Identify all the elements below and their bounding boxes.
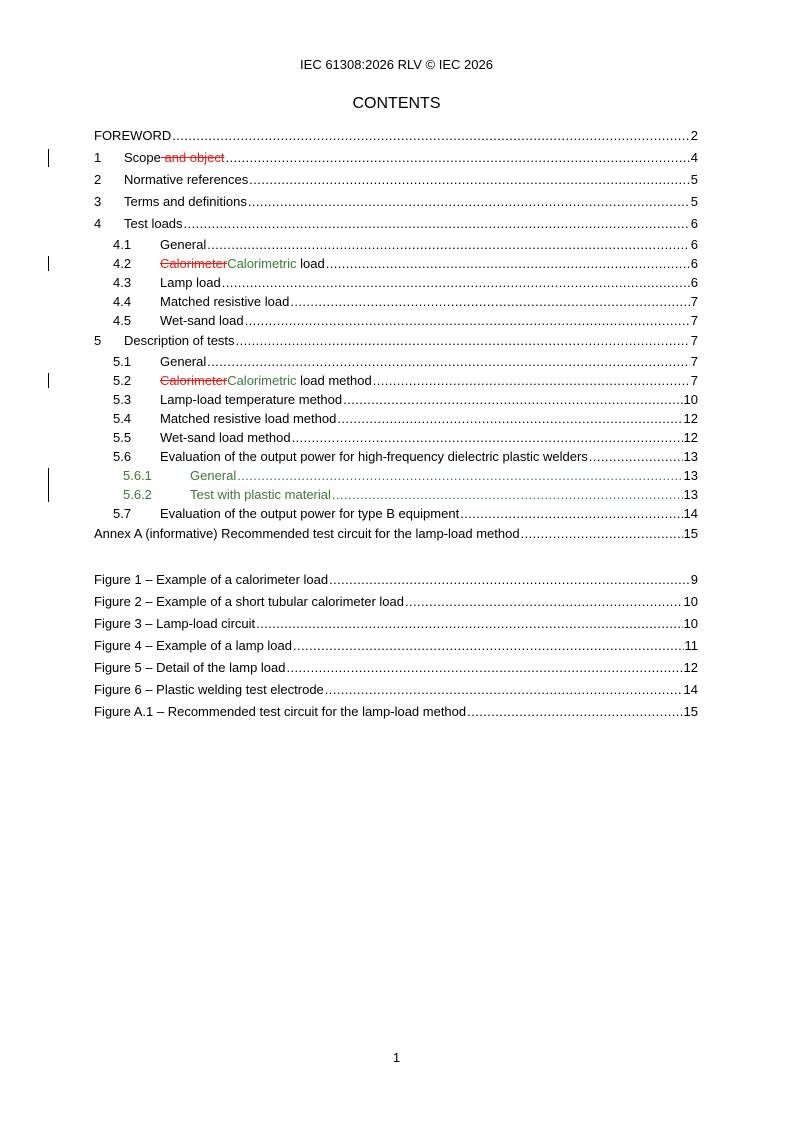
figure-entry-page: 11 [684, 638, 698, 653]
figure-entry[interactable] [94, 657, 698, 679]
toc-entry-number: 4.5 [113, 313, 132, 328]
toc-entry-number: 2 [94, 172, 102, 187]
toc-entry-page: 7 [690, 354, 698, 369]
toc-entry-page: 14 [683, 506, 698, 521]
toc-entry-number: 1 [94, 150, 102, 165]
toc-entry-title [160, 292, 289, 311]
toc-entry-title [160, 428, 291, 447]
toc-entry-number: 3 [94, 194, 102, 209]
toc-entry-number: 5.6 [113, 449, 132, 464]
dot-leader [460, 504, 682, 523]
figure-entry-title: Figure 4 – Example of a lamp load [94, 638, 292, 653]
dot-leader [237, 466, 682, 485]
toc-entry-number: 4.3 [113, 275, 132, 290]
figure-entry[interactable] [94, 701, 698, 723]
dot-leader [222, 273, 690, 292]
dot-leader [290, 292, 689, 311]
inserted-text: Calorimetric [227, 256, 297, 271]
toc-entry[interactable] [94, 428, 698, 447]
dot-leader [373, 371, 690, 390]
change-bar [48, 256, 49, 271]
dot-leader [249, 169, 689, 191]
figure-entry-page: 15 [683, 704, 698, 719]
toc-entry[interactable] [94, 254, 698, 273]
toc-entry-title [160, 254, 325, 273]
figure-entry[interactable] [94, 613, 698, 635]
title-text: load method [296, 373, 372, 388]
title-text: Terms and definitions [124, 194, 247, 209]
toc-entry[interactable] [94, 466, 698, 485]
dot-leader [343, 390, 682, 409]
figure-entry[interactable] [94, 635, 698, 657]
toc-entry-number: 5 [94, 333, 102, 348]
dot-leader [332, 485, 683, 504]
toc-entry-page: 6 [690, 216, 698, 231]
title-text: General [160, 237, 207, 252]
title-text: Matched resistive load method [160, 411, 337, 426]
toc-entry-title [124, 169, 248, 191]
toc-entry[interactable] [94, 447, 698, 466]
list-of-figures [94, 569, 698, 723]
toc-entry-number: 4 [94, 216, 102, 231]
title-text: Description of tests [124, 333, 235, 348]
dot-leader [589, 447, 683, 466]
toc-entry-number: 4.4 [113, 294, 132, 309]
dot-leader [325, 679, 683, 701]
figure-entry[interactable] [94, 569, 698, 591]
toc-entry-page: 7 [690, 294, 698, 309]
title-text: General [160, 354, 207, 369]
toc-entry-number: 4.1 [113, 237, 132, 252]
toc-entry-title [124, 330, 235, 352]
figure-entry-page: 10 [683, 616, 698, 631]
toc-entry-page: 7 [690, 313, 698, 328]
title-text: load [296, 256, 325, 271]
inserted-text: Test with plastic material [190, 487, 331, 502]
dot-leader [405, 591, 683, 613]
toc-entry-page: 4 [690, 150, 698, 165]
title-text: Scope [124, 150, 161, 165]
toc-entry[interactable] [94, 311, 698, 330]
dot-leader [287, 657, 683, 679]
title-text: Evaluation of the output power for high-frequency dielectric plastic welders [160, 449, 588, 464]
toc-entry-title [160, 273, 221, 292]
toc-entry-title [190, 466, 236, 485]
toc-entry[interactable] [94, 371, 698, 390]
toc-entry-title [160, 371, 372, 390]
toc-entry[interactable] [94, 273, 698, 292]
toc-entry-page: 10 [683, 392, 698, 407]
deleted-text: Calorimeter [160, 256, 228, 271]
toc-entry-title [94, 125, 171, 147]
title-text: Wet-sand load [160, 313, 244, 328]
toc-entry-number: 5.4 [113, 411, 132, 426]
toc-entry-page: 7 [690, 333, 698, 348]
toc-entry-title [124, 191, 247, 213]
toc-entry-number: 5.2 [113, 373, 132, 388]
inserted-text: Calorimetric [227, 373, 297, 388]
dot-leader [337, 409, 682, 428]
toc-entry-number: 5.1 [113, 354, 132, 369]
toc-entry-title [94, 523, 520, 545]
figure-entry-title: Figure A.1 – Recommended test circuit for the lamp-load method [94, 704, 467, 719]
toc-entry-page: 7 [690, 373, 698, 388]
toc-entry[interactable] [94, 213, 698, 235]
toc-entry-title [160, 390, 342, 409]
toc-entry-page: 2 [690, 128, 698, 143]
toc-entry-title [160, 409, 336, 428]
toc-entry-title [124, 213, 183, 235]
toc-entry[interactable] [94, 504, 698, 523]
inserted-text: General [190, 468, 237, 483]
figure-entry-title: Figure 2 – Example of a short tubular calorimeter load [94, 594, 404, 609]
title-text: Matched resistive load [160, 294, 290, 309]
dot-leader [256, 613, 682, 635]
dot-leader [292, 428, 683, 447]
figure-entry-title: Figure 5 – Detail of the lamp load [94, 660, 286, 675]
toc-entry[interactable] [94, 409, 698, 428]
figure-entry-title: Figure 6 – Plastic welding test electrode [94, 682, 324, 697]
dot-leader [521, 523, 683, 545]
title-text: FOREWORD [94, 128, 172, 143]
figure-entry-page: 10 [683, 594, 698, 609]
toc-entry[interactable] [94, 523, 698, 545]
change-bar [48, 373, 49, 388]
toc-entry-page: 6 [690, 237, 698, 252]
figure-entry-page: 12 [683, 660, 698, 675]
toc-entry-title [160, 311, 244, 330]
toc-entry-page: 5 [690, 194, 698, 209]
toc-entry[interactable] [94, 169, 698, 191]
dot-leader [248, 191, 690, 213]
toc-entry-page: 6 [690, 275, 698, 290]
title-text: Wet-sand load method [160, 430, 291, 445]
dot-leader [467, 701, 682, 723]
toc-entry-title [190, 485, 331, 504]
toc-entry-number: 5.6.2 [123, 487, 152, 502]
toc-entry-page: 13 [683, 487, 698, 502]
page-number: 1 [392, 1050, 401, 1065]
toc-entry-number: 5.5 [113, 430, 132, 445]
toc-entry-number: 5.7 [113, 506, 132, 521]
dot-leader [172, 125, 689, 147]
toc-entry[interactable] [94, 191, 698, 213]
page-title: CONTENTS [352, 95, 441, 112]
toc-entry[interactable] [94, 485, 698, 504]
figure-entry-title: Figure 3 – Lamp-load circuit [94, 616, 256, 631]
title-text: Test loads [124, 216, 183, 231]
table-of-contents [94, 125, 698, 545]
deleted-text: and object [160, 150, 225, 165]
toc-entry-title [160, 447, 588, 466]
toc-entry-number: 5.3 [113, 392, 132, 407]
toc-entry-title [160, 352, 206, 371]
figure-entry-title: Figure 1 – Example of a calorimeter load [94, 572, 329, 587]
toc-entry-page: 13 [683, 468, 698, 483]
toc-entry[interactable] [94, 147, 698, 169]
toc-entry-title [160, 504, 459, 523]
title-text: Lamp load [160, 275, 221, 290]
title-text: Lamp-load temperature method [160, 392, 343, 407]
dot-leader [326, 254, 690, 273]
toc-entry[interactable] [94, 235, 698, 254]
change-bar [48, 149, 49, 167]
toc-entry-page: 13 [683, 449, 698, 464]
title-text: Evaluation of the output power for type B equipment [160, 506, 460, 521]
toc-entry-number: 5.6.1 [123, 468, 152, 483]
change-bar [48, 468, 49, 502]
deleted-text: Calorimeter [160, 373, 228, 388]
toc-entry-number: 4.2 [113, 256, 132, 271]
toc-entry-page: 12 [683, 411, 698, 426]
dot-leader [329, 569, 690, 591]
toc-entry[interactable] [94, 125, 698, 147]
figure-entry-page: 14 [683, 682, 698, 697]
dot-leader [245, 311, 690, 330]
toc-entry[interactable] [94, 292, 698, 311]
toc-entry-page: 15 [683, 526, 698, 541]
toc-entry[interactable] [94, 352, 698, 371]
toc-entry[interactable] [94, 390, 698, 409]
dot-leader [293, 635, 684, 657]
toc-entry-page: 6 [690, 256, 698, 271]
toc-entry-page: 12 [683, 430, 698, 445]
toc-entry-title [124, 147, 224, 169]
dot-leader [225, 147, 689, 169]
figure-entry-page: 9 [690, 572, 698, 587]
document-header: IEC 61308:2026 RLV © IEC 2026 [300, 57, 493, 72]
dot-leader [184, 213, 690, 235]
figure-entry[interactable] [94, 679, 698, 701]
figure-entry[interactable] [94, 591, 698, 613]
title-text: Annex A (informative) Recommended test circuit for the lamp-load method [94, 526, 520, 541]
dot-leader [236, 330, 690, 352]
toc-entry-title [160, 235, 206, 254]
toc-entry-page: 5 [690, 172, 698, 187]
toc-entry[interactable] [94, 330, 698, 352]
dot-leader [207, 235, 690, 254]
dot-leader [207, 352, 690, 371]
title-text: Normative references [124, 172, 249, 187]
